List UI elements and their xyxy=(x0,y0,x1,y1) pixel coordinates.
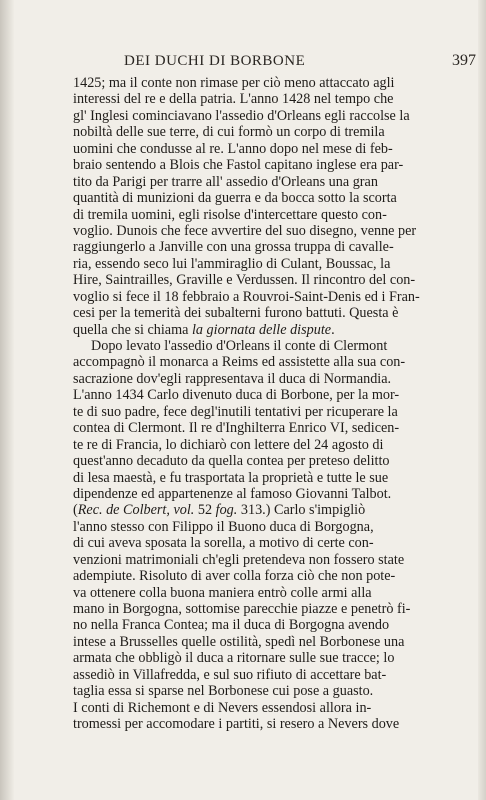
page-number: 397 xyxy=(452,52,476,69)
text-line: quest'anno decaduto da quella contea per preteso delitto xyxy=(73,453,390,470)
text-line: accompagnò il monarca a Reims ed assistette alla sua con- xyxy=(73,354,406,371)
italic-phrase: la giornata delle dispute xyxy=(191,321,332,338)
text-line: cesi per la temerità dei subalterni furono battuti. Questa è xyxy=(73,305,399,322)
text-line: tromessi per accomodare i partiti, si resero a Nevers dove xyxy=(73,716,400,733)
text-line: contea di Clermont. Il re d'Inghilterra Enrico VI, sedicen- xyxy=(73,420,400,437)
text-line: uomini che condusse al re. L'anno dopo nel mese di feb- xyxy=(73,140,393,157)
text-line: interessi del re e della patria. L'anno 1428 nel tempo che xyxy=(73,91,394,108)
text-line: I conti di Richemont e di Nevers essendosi allora in- xyxy=(73,699,372,716)
text-line: braio sentendo a Blois che Fastol capitano inglese era par- xyxy=(73,157,404,174)
text-line: voglio si fece il 18 febbraio a Rouvroi-Saint-Denis ed i Fran- xyxy=(73,288,420,305)
text-line: te re di Francia, lo dichiarò con lettere del 24 agosto di xyxy=(73,436,384,453)
text-line: di lesa maestà, e fu trasportata la proprietà e tutte le sue xyxy=(73,469,389,486)
text-span: 52 xyxy=(194,502,216,519)
text-line: gl' Inglesi cominciavano l'assedio d'Orleans egli raccolse la xyxy=(73,107,410,124)
text-line: armata che obbligò il duca a ritornare sulle sue tracce; lo xyxy=(73,650,395,667)
text-span: quella che si chiama xyxy=(73,321,192,338)
citation-source: Rec. de Colbert, vol. xyxy=(77,502,195,519)
page-header xyxy=(72,50,476,74)
text-line: voglio. Dunois che fece avvertire del suo disegno, venne per xyxy=(73,222,417,239)
text-span: ( xyxy=(73,502,78,519)
page-gutter-shadow xyxy=(0,0,14,800)
text-line: raggiungerlo a Janville con una grossa truppa di cavalle- xyxy=(73,239,394,256)
text-line: te di suo padre, fece degl'inutili tentativi per ricuperare la xyxy=(73,403,398,420)
text-line: venzioni matrimoniali ch'egli pretendeva non fossero state xyxy=(73,551,405,568)
paragraph-start-line: Dopo levato l'assedio d'Orleans il conte di Clermont xyxy=(91,338,388,354)
text-line: intese a Brusselles quelle ostilità, spedì nel Borbonese una xyxy=(73,633,405,650)
citation-folio-label: fog. xyxy=(215,502,238,519)
text-line: di cui aveva sposata la sorella, a motivo di certe con- xyxy=(73,535,374,552)
text-line: L'anno 1434 Carlo divenuto duca di Borbone, per la mor- xyxy=(73,387,400,404)
text-span: . xyxy=(331,321,335,338)
text-line: nobiltà delle sue terre, di cui formò un corpo di tremila xyxy=(73,124,385,141)
body-text xyxy=(73,75,486,733)
text-line: quantità di munizioni da guerra e da bocca sotto la scorta xyxy=(73,190,397,207)
text-line: taglia essa si sparse nel Borbonese cui pose a guasto. xyxy=(73,683,374,700)
text-line: sacrazione dov'egli rappresentava il duca di Normandia. xyxy=(73,370,392,387)
text-line: l'anno stesso con Filippo il Buono duca di Borgogna, xyxy=(73,518,374,535)
text-line: Hire, Saintrailles, Graville e Verdussen. Il rincontro del con- xyxy=(73,272,416,289)
text-line-with-italic xyxy=(73,322,486,338)
text-line: mano in Borgogna, sottomise parecchie piazze e penetrò fi- xyxy=(73,601,411,617)
text-span: 313.) Carlo s'impigliò xyxy=(237,502,366,519)
running-title: DEI DUCHI DI BORBONE xyxy=(124,53,306,69)
text-line: dipendenze ed appartenenze al famoso Giovanni Talbot. xyxy=(73,485,392,502)
citation-line xyxy=(73,502,486,518)
text-line: ria, essendo seco lui l'ammiraglio di Culant, Boussac, la xyxy=(73,255,391,272)
text-line: tito da Parigi per trarre all' assedio d'Orleans una gran xyxy=(73,173,378,190)
text-line: 1425; ma il conte non rimase per ciò meno attaccato agli xyxy=(73,75,395,91)
text-line: assediò in Villafredda, e sul suo rifiuto di accettare bat- xyxy=(73,666,387,683)
text-line: adempiute. Risoluto di aver colla forza ciò che non pote- xyxy=(73,568,396,585)
text-line: di tremila uomini, egli risolse d'intercettare questo con- xyxy=(73,206,387,223)
text-line: no nella Franca Contea; ma il duca di Borgogna avendo xyxy=(73,617,390,634)
text-line: va ottenere colla buona maniera entrò colle armi alla xyxy=(73,584,372,601)
